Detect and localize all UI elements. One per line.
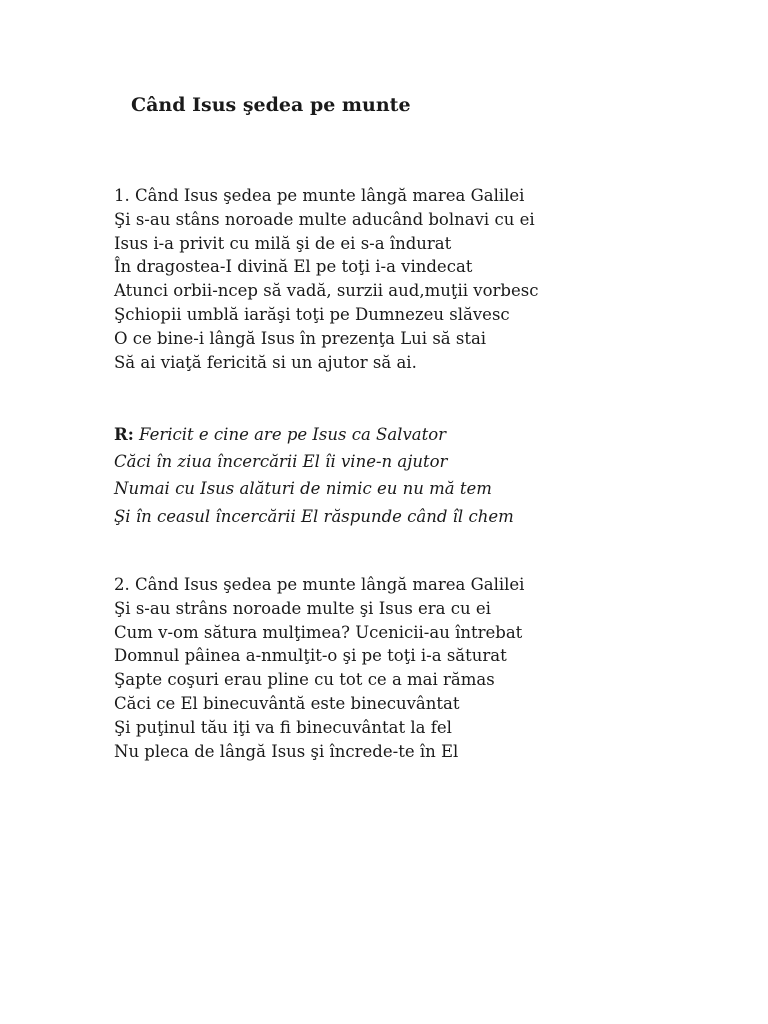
verse-line: Cum v-om sătura mulţimea? Ucenicii-au întrebat: [114, 622, 523, 642]
refrain-line: Şi în ceasul încercării El răspunde când îl chem: [114, 506, 514, 526]
verse-line: 2. Când Isus şedea pe munte lângă marea Galilei: [114, 575, 525, 594]
verse-line: Nu pleca de lângă Isus şi încrede-te în El: [114, 741, 459, 761]
verse-line: Şchiopii umblă iarăşi toţi pe Dumnezeu slăvesc: [114, 304, 510, 324]
verse-line: 1. Când Isus şedea pe munte lângă marea Galilei: [114, 186, 525, 205]
verse-line: Să ai viaţă fericită si un ajutor să ai.: [114, 352, 417, 372]
refrain-label: R:: [114, 425, 134, 444]
verse-2: [114, 573, 524, 763]
verse-line: Şapte coşuri erau pline cu tot ce a mai rămas: [114, 670, 495, 690]
verse-line: Căci ce El binecuvântă este binecuvântat: [114, 693, 460, 713]
verse-1: [114, 184, 538, 374]
verse-line: Şi puţinul tău iţi va fi binecuvântat la fel: [114, 717, 452, 737]
verse-line: Şi s-au stâns noroade multe aducând bolnavi cu ei: [114, 209, 535, 229]
verse-line: Şi s-au strâns noroade multe şi Isus era cu ei: [114, 598, 491, 618]
refrain-first-line: [114, 421, 514, 448]
verse-line: O ce bine-i lângă Isus în prezenţa Lui să stai: [114, 328, 487, 348]
verse-line: Domnul pâinea a-nmulţit-o şi pe toţi i-a săturat: [114, 646, 507, 666]
refrain-line-text: Fericit e cine are pe Isus ca Salvator: [133, 425, 447, 444]
refrain-line: Numai cu Isus alături de nimic eu nu mă tem: [114, 479, 492, 499]
verse-line: Isus i-a privit cu milă şi de ei s-a îndurat: [114, 233, 452, 253]
refrain: [114, 421, 514, 530]
song-title: Când Isus şedea pe munte: [131, 94, 411, 116]
verse-line: Atunci orbii-ncep să vadă, surzii aud,muţii vorbesc: [114, 281, 539, 301]
refrain-line: Căci în ziua încercării El îi vine-n ajutor: [114, 452, 448, 472]
verse-line: În dragostea-I divină El pe toţi i-a vindecat: [114, 257, 473, 277]
